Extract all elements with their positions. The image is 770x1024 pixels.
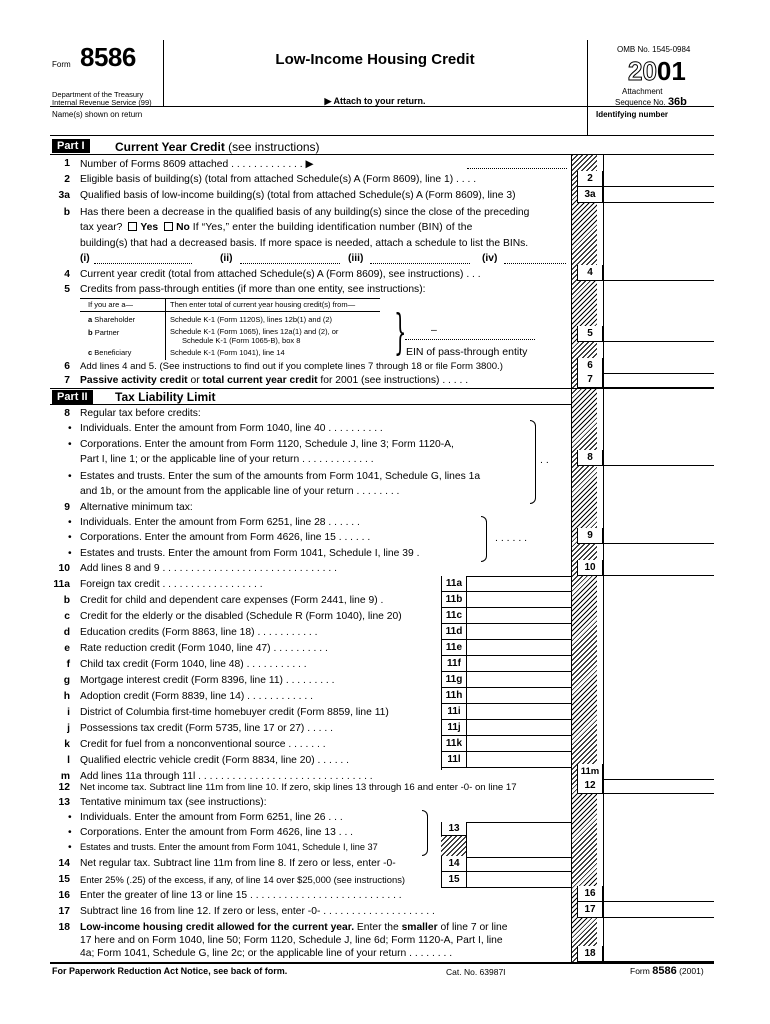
l5-shareholder-src: Schedule K-1 (Form 1120S), lines 12b(1) and (2) xyxy=(170,315,333,324)
brace xyxy=(422,810,428,856)
input-11d[interactable] xyxy=(467,624,571,640)
l5-beneficiary: c Beneficiary xyxy=(88,348,132,357)
input-2[interactable] xyxy=(603,171,714,187)
bin-i-input[interactable] xyxy=(94,254,192,264)
box-11k: 11k xyxy=(441,736,467,752)
box-11a: 11a xyxy=(441,576,467,592)
names-label: Name(s) shown on return xyxy=(52,110,143,119)
input-11i[interactable] xyxy=(467,704,571,720)
box-16: 16 xyxy=(577,886,603,902)
box-11h: 11h xyxy=(441,688,467,704)
attach-note: ▶ Attach to your return. xyxy=(324,96,426,106)
box-5: 5 xyxy=(577,326,603,342)
box-11c: 11c xyxy=(441,608,467,624)
no-checkbox[interactable] xyxy=(164,222,173,231)
input-11l[interactable] xyxy=(467,752,571,768)
l5-if-header: If you are a— xyxy=(88,300,134,309)
box-11d: 11d xyxy=(441,624,467,640)
box-13: 13 xyxy=(441,822,467,836)
footer-form: Form 8586 (2001) xyxy=(630,965,704,977)
input-13[interactable] xyxy=(467,822,571,858)
input-11f[interactable] xyxy=(467,656,571,672)
irs: Internal Revenue Service (99) xyxy=(52,98,152,107)
names-field[interactable] xyxy=(50,118,580,134)
input-11c[interactable] xyxy=(467,608,571,624)
box-14: 14 xyxy=(441,856,467,872)
box-7: 7 xyxy=(577,372,603,388)
input-17[interactable] xyxy=(603,902,714,918)
input-8[interactable] xyxy=(603,450,714,466)
brace xyxy=(530,420,536,504)
input-11e[interactable] xyxy=(467,640,571,656)
box-11b: 11b xyxy=(441,592,467,608)
input-11j[interactable] xyxy=(467,720,571,736)
l5-partner-src2: Schedule K-1 (Form 1065-B), box 8 xyxy=(182,336,301,345)
l5-beneficiary-src: Schedule K-1 (Form 1041), line 14 xyxy=(170,348,285,357)
box-8: 8 xyxy=(577,450,603,466)
input-11k[interactable] xyxy=(467,736,571,752)
id-number-label: Identifying number xyxy=(596,110,668,119)
box-11m: 11m xyxy=(577,764,603,780)
box-11l: 11l xyxy=(441,752,467,768)
brace xyxy=(481,516,487,562)
input-14[interactable] xyxy=(467,856,571,872)
bin-iii-input[interactable] xyxy=(370,254,470,264)
part2-title: Tax Liability Limit xyxy=(115,390,216,404)
box-17: 17 xyxy=(577,902,603,918)
ein-label: EIN of pass-through entity xyxy=(406,346,528,358)
box-18: 18 xyxy=(577,946,603,962)
input-11g[interactable] xyxy=(467,672,571,688)
l5-then-header: Then enter total of current year housing credit(s) from— xyxy=(170,300,356,309)
box-11j: 11j xyxy=(441,720,467,736)
input-4[interactable] xyxy=(603,265,714,281)
box-10: 10 xyxy=(577,560,603,576)
input-11h[interactable] xyxy=(467,688,571,704)
input-15[interactable] xyxy=(467,872,571,888)
form-number: 8586 xyxy=(80,42,136,72)
part1-title: Current Year Credit (see instructions) xyxy=(115,140,320,154)
box-2: 2 xyxy=(577,171,603,187)
box-12: 12 xyxy=(577,778,603,794)
line-1-input[interactable] xyxy=(467,159,567,169)
ein-dash: – xyxy=(431,324,437,336)
box-11e: 11e xyxy=(441,640,467,656)
tax-year: 2001 xyxy=(628,56,686,86)
input-11a[interactable] xyxy=(467,576,571,592)
box-15: 15 xyxy=(441,872,467,888)
bin-iv-input[interactable] xyxy=(504,254,566,264)
box-11f: 11f xyxy=(441,656,467,672)
l5-partner-src1: Schedule K-1 (Form 1065), lines 12a(1) and (2), or xyxy=(170,327,339,336)
ein-input[interactable] xyxy=(405,330,535,340)
box-6: 6 xyxy=(577,358,603,374)
part2-badge: Part II xyxy=(52,390,93,404)
attachment-label: Attachment xyxy=(622,87,663,96)
yes-checkbox[interactable] xyxy=(128,222,137,231)
box-11i: 11i xyxy=(441,704,467,720)
input-9[interactable] xyxy=(603,528,714,544)
paperwork-notice: For Paperwork Reduction Act Notice, see back of form. xyxy=(52,966,288,976)
brace: } xyxy=(394,304,407,360)
input-5[interactable] xyxy=(603,326,714,342)
box-3a: 3a xyxy=(577,187,603,203)
l5-shareholder: a Shareholder xyxy=(88,315,136,324)
cat-number: Cat. No. 63987I xyxy=(446,967,506,977)
box-4: 4 xyxy=(577,265,603,281)
box-9: 9 xyxy=(577,528,603,544)
omb-number: OMB No. 1545-0984 xyxy=(617,45,691,54)
input-11b[interactable] xyxy=(467,592,571,608)
input-18[interactable] xyxy=(603,946,714,962)
input-7[interactable] xyxy=(603,372,714,388)
box-11g: 11g xyxy=(441,672,467,688)
l5-partner: b Partner xyxy=(88,328,120,337)
input-16[interactable] xyxy=(603,886,714,902)
input-12[interactable] xyxy=(603,778,714,794)
dept-treasury: Department of the Treasury xyxy=(52,90,144,99)
identifying-number-field[interactable] xyxy=(590,118,714,134)
form-title: Low-Income Housing Credit xyxy=(275,51,475,68)
input-3a[interactable] xyxy=(603,187,714,203)
form-word: Form xyxy=(52,60,71,69)
bin-ii-input[interactable] xyxy=(240,254,340,264)
input-10[interactable] xyxy=(603,560,714,576)
part1-badge: Part I xyxy=(52,139,90,153)
sequence-no: Sequence No. 36b xyxy=(615,96,687,108)
